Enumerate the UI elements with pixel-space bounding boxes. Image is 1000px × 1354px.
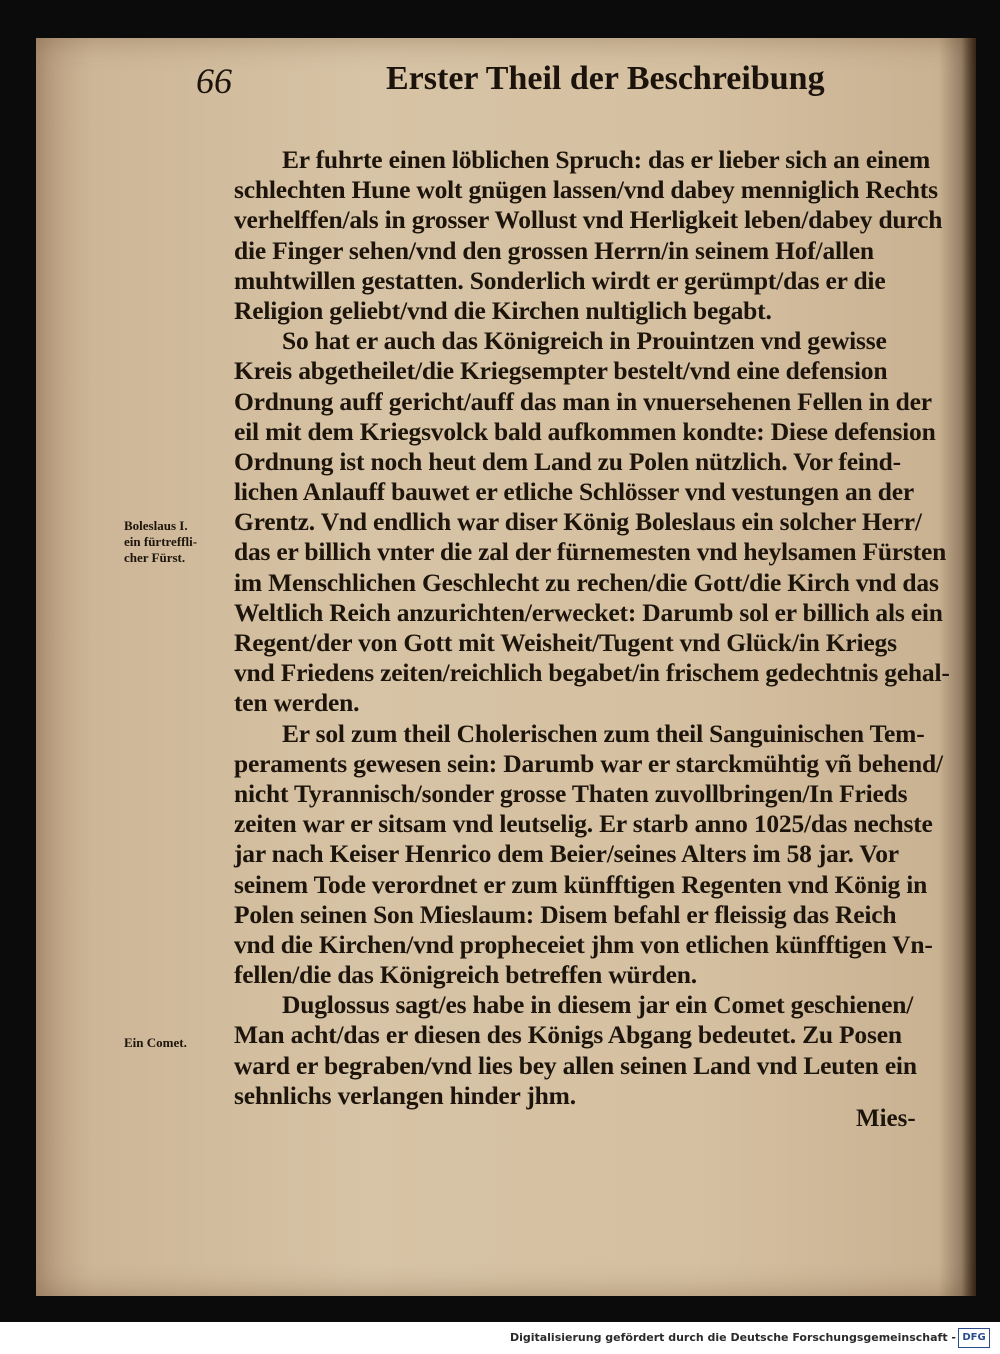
text-line: Ordnung ist noch heut dem Land zu Polen nützlich. Vor feind- [234,446,901,476]
text-line: Weltlich Reich anzurichten/erwecket: Darumb sol er billich als ein [234,597,943,627]
dfg-logo-icon[interactable]: DFG [958,1328,990,1348]
page-number: 66 [196,61,232,101]
page-header [196,60,825,120]
text-line: lichen Anlauff bauwet er etliche Schlösser vnd vestungen an der [234,477,914,507]
text-line: So hat er auch das Königreich in Prouintzen vnd gewisse [282,326,887,356]
text-line: sehnlichs verlangen hinder jhm. [234,1080,576,1110]
text-line: Ordnung auff gericht/auff das man in vnuersehenen Fellen in der [234,386,932,416]
text-line: Regent/der von Gott mit Weisheit/Tugent vnd Glück/in Kriegs [234,628,897,657]
text-line: Er fuhrte einen löblichen Spruch: das er lieber sich an einem [282,145,930,174]
text-line: Kreis abgetheilet/die Kriegsempter bestelt/vnd eine defension [234,356,888,386]
margin-note-line: cher Fürst. [124,550,186,565]
text-line: das er billich vnter die zal der fürnemesten vnd heylsamen Fürsten [234,537,947,567]
text-line: muhtwillen gestatten. Sonderlich wirdt er gerümpt/das er die [234,265,886,295]
text-line: Polen seinen Son Mieslaum: Disem befahl er fleissig das Reich [234,899,897,929]
text-line: im Menschlichen Geschlecht zu rechen/die Gott/die Kirch vnd das [234,567,939,597]
text-line: Man acht/das er diesen des Königs Abgang bedeutet. Zu Posen [234,1020,902,1050]
margin-note-line: Boleslaus I. [124,518,188,533]
text-line: die Finger sehen/vnd den grossen Herrn/in seinem Hof/allen [234,235,874,265]
text-line: Duglossus sagt/es habe in diesem jar ein Comet geschienen/ [282,990,914,1020]
text-line: ten werden. [234,688,360,718]
digitization-footer [0,1322,1000,1354]
margin-note-line: Ein Comet. [124,1035,187,1050]
footer-credit: Digitalisierung gefördert durch die Deutsche Forschungsgemeinschaft - [509,1331,956,1344]
text-line: ward er begraben/vnd lies bey allen seinen Land vnd Leuten ein [234,1050,917,1080]
catchword: Mies- [856,1105,916,1132]
running-title: Erster Theil der Beschreibung [386,60,825,97]
text-line: zeiten war er sitsam vnd leutselig. Er starb anno 1025/das nechste [234,809,933,839]
text-line: verhelffen/als in grosser Wollust vnd Herligkeit leben/dabey durch [234,205,943,235]
text-line: Er sol zum theil Cholerischen zum theil Sanguinischen Tem- [282,718,925,748]
text-line: Grentz. Vnd endlich war diser König Boleslaus ein solcher Herr/ [234,507,922,537]
text-line: nicht Tyrannisch/sonder grosse Thaten zuvollbringen/In Frieds [234,778,908,808]
text-line: eil mit dem Kriegsvolck bald aufkommen kondte: Diese defension [234,416,936,446]
text-line: peraments gewesen sein: Darumb war er starckmühtig vñ behend/ [234,748,943,778]
text-line: vnd die Kirchen/vnd propheceiet jhm von etlichen künfftigen Vn- [234,929,933,959]
margin-note-boleslaus [124,518,234,566]
text-line: schlechten Hune wolt gnügen lassen/vnd dabey menniglich Rechts [234,175,938,205]
text-line: Religion geliebt/vnd die Kirchen nultiglich begabt. [234,295,772,325]
body-text [234,145,950,1111]
text-line: fellen/die das Königreich betreffen würden. [234,960,697,990]
text-line: jar nach Keiser Henrico dem Beier/seines Alters im 58 jar. Vor [234,839,899,869]
margin-note-comet [124,1035,234,1051]
text-line: seinem Tode verordnet er zum künfftigen Regenten vnd König in [234,869,928,899]
page-binding-shadow [962,38,976,1296]
text-line: vnd Friedens zeiten/reichlich begabet/in frischem gedechtnis gehal- [234,658,950,688]
margin-note-line: ein fürtreffli- [124,534,198,549]
